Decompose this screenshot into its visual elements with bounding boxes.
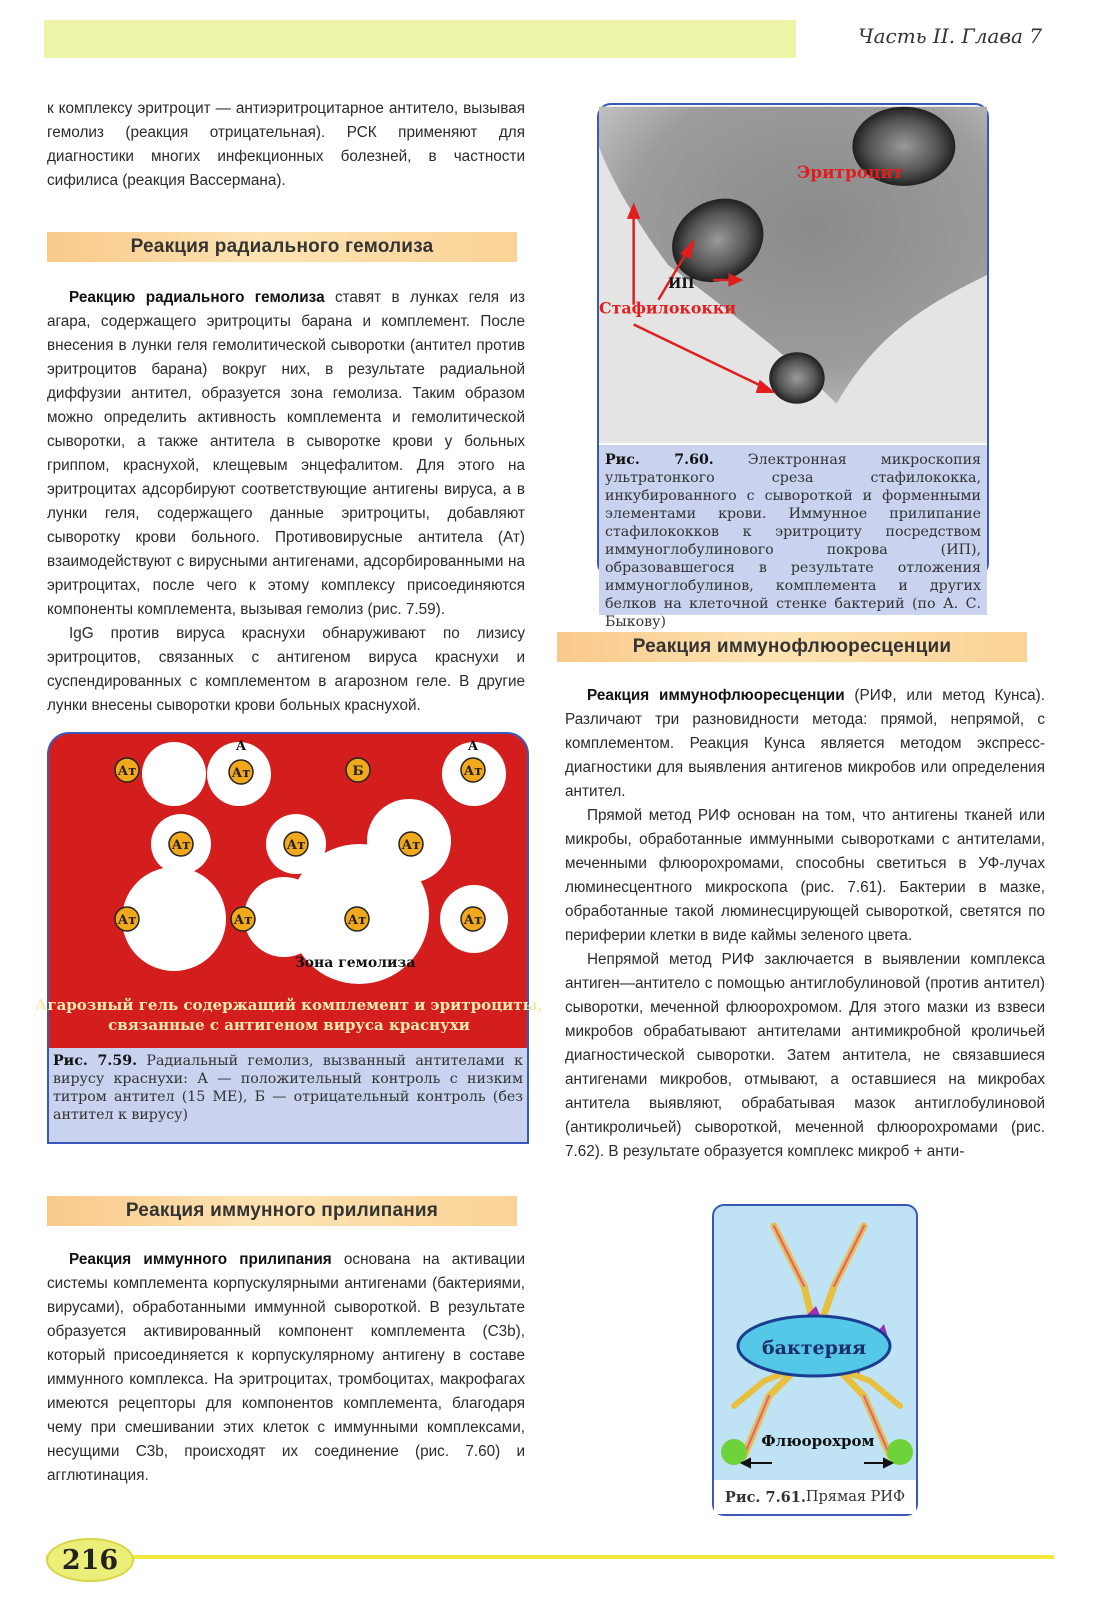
label-bacteria: бактерия bbox=[762, 1337, 866, 1359]
control-well-b bbox=[346, 758, 370, 782]
hemolysis-zone-label: Зона гемолиза bbox=[294, 955, 416, 971]
svg-text:Ат: Ат bbox=[286, 838, 306, 853]
footer-line bbox=[46, 1555, 1054, 1559]
direct-rif-diagram bbox=[714, 1206, 920, 1484]
label-staphylococci: Стафилококки bbox=[599, 298, 736, 318]
section-heading-radial-hemolysis: Реакция радиального гемолиза bbox=[47, 232, 517, 262]
svg-text:Ат: Ат bbox=[171, 838, 191, 853]
antibody-well-a bbox=[229, 760, 253, 784]
em-micrograph bbox=[599, 105, 987, 445]
svg-text:Ат: Ат bbox=[463, 764, 483, 779]
section1-term: Реакцию радиального гемолиза bbox=[69, 289, 325, 306]
page-number: 216 bbox=[46, 1538, 134, 1582]
intro-text: к комплексу эритроцит — антиэритроцитарное антитело, вызывая гемолиз (реакция отрицательная). РСК применяют для диагностики многих инфекционных болезней, в частности сифилиса (реакция Вассермана). bbox=[47, 100, 525, 189]
antibody-well bbox=[115, 758, 139, 782]
fig761-caption-number: Рис. 7.61. bbox=[724, 1488, 806, 1506]
fig760-caption-text: Электронная микроскопия ультратонкого среза стафилококка, инкубированного с сывороткой и форменными элементами крови. Иммунное прилипание стафилококков к эритроциту посредством иммуноглобулинового покрова (ИП), образовавшегося в результате отложения иммуноглобулинов, комплемента и других белков на клеточной стенке бактерий (по А. С. Быкову) bbox=[605, 452, 981, 630]
section2-paragraph-3: Непрямой метод РИФ заключается в выявлении комплекса антиген—антитело с помощью антиглобулиновой (против антител) сыворотки, меченной флюорохромом. Для этого мазки из взвеси микробов обрабатывают антителами антимикробной кроличьей диагностической сыворотки. Затем антитела, не связавшиеся антигенами микробов, отмывают, а оставшиеся на микробах антитела выявляют, обрабатывая мазок антиглобулиновой (антикроличьей) сывороткой, меченной флюорохромами (рис. 7.62). В результате образуется комплекс микроб + анти- bbox=[565, 951, 1045, 1160]
fig760-caption-number: Рис. 7.60. bbox=[605, 452, 714, 468]
running-header: Часть II. Глава 7 bbox=[858, 24, 1042, 48]
figure-7-60 bbox=[597, 103, 989, 630]
fluorochrome-dot bbox=[887, 1439, 913, 1465]
label-ip: ИП bbox=[668, 275, 695, 292]
gel-description-line-2: связанные с антигеном вируса краснухи bbox=[108, 1016, 470, 1034]
section2-body bbox=[565, 684, 1045, 1164]
section1-paragraph-1 bbox=[47, 286, 525, 622]
fig761-caption-text: Прямая РИФ bbox=[805, 1489, 906, 1505]
figure-7-61-caption bbox=[714, 1480, 916, 1514]
svg-text:Ат: Ат bbox=[347, 913, 367, 928]
section2-paragraph-2: Прямой метод РИФ основан на том, что антигены тканей или микробы, обработанные иммунными сыворотками с антителами, меченными флюорохромами, способны светиться в УФ-лучах люминесцентного микроскопа (рис. 7.61). Бактерии в мазке, обработанные такой люминесцирующей сывороткой, светятся по периферии клетки в виде каймы зеленого цвета. bbox=[565, 807, 1045, 944]
antibody-well bbox=[169, 832, 193, 856]
svg-text:Ат: Ат bbox=[233, 913, 253, 928]
section2-term: Реакция иммунофлюоресценции bbox=[587, 687, 845, 704]
antibody-well bbox=[461, 907, 485, 931]
svg-text:Б: Б bbox=[352, 764, 364, 779]
antibody-well bbox=[284, 832, 308, 856]
fig759-caption-text: Радиальный гемолиз, вызванный антителами к вирусу краснухи: А — положительный контроль с низким титром антител (15 МЕ), Б — отрицательный контроль (без антител к вирусу) bbox=[53, 1053, 524, 1123]
label-a: А bbox=[467, 739, 479, 754]
figure-7-60-caption bbox=[599, 445, 987, 630]
section2-p1-text: (РИФ, или метод Кунса). Различают три разновидности метода: прямой, непрямой, с комплементом. Реакция Кунса является методом экспресс-диагностики для выявления антигенов микробов или определения антител. bbox=[565, 687, 1045, 800]
header-band bbox=[44, 20, 796, 58]
section-heading-immune-adherence: Реакция иммунного прилипания bbox=[47, 1196, 517, 1226]
label-fluorochrome: Флюорохром bbox=[761, 1432, 875, 1450]
section1-body bbox=[47, 286, 525, 718]
antibody-well bbox=[345, 907, 369, 931]
section1-paragraph-2: IgG против вируса краснухи обнаруживают по лизису эритроцитов, связанных с антигеном вируса краснухи и суспендированных с комплементом в агарозном геле. В другие лунки внесены сыворотки крови больных краснухой. bbox=[47, 625, 525, 714]
well bbox=[142, 742, 206, 806]
label-erythrocyte: Эритроцит bbox=[796, 162, 904, 182]
svg-text:Ат: Ат bbox=[117, 764, 137, 779]
label-a: А bbox=[235, 739, 247, 754]
svg-text:Ат: Ат bbox=[231, 766, 251, 781]
figure-7-61 bbox=[712, 1204, 918, 1516]
intro-paragraph bbox=[47, 97, 525, 193]
antibody-well bbox=[115, 907, 139, 931]
fluorochrome-dot bbox=[721, 1439, 747, 1465]
antibody-well bbox=[231, 907, 255, 931]
section3-term: Реакция иммунного прилипания bbox=[69, 1251, 332, 1268]
section1-p1-text: ставят в лунках геля из агара, содержащего эритроциты барана и комплемент. После внесения в лунки геля гемолитической сыворотки (антител против эритроцитов барана) вокруг них, в результате радиальной диффузии антител, образуется зона гемолиза. Таким образом можно определить активность комплемента и гемолитической сыворотки, а также антитела в сыворотке крови у больных гриппом, краснухой, клещевым энцефалитом. Для этого на эритроцитах адсорбируют соответствующие антигены вируса, а в лунки геля, содержащего данные эритроциты, добавляют сыворотку крови больного. Противовирусные антитела (Ат) взаимодействуют с вирусными антигенами, адсорбированными на эритроцитах, после чего к этому комплексу присоединяются компоненты комплемента, вызывая гемолиз (рис. 7.59). bbox=[47, 289, 525, 618]
section-heading-immunofluorescence: Реакция иммунофлюоресценции bbox=[557, 632, 1027, 662]
section3-paragraph-1 bbox=[47, 1248, 525, 1488]
section3-p1-text: основана на активации системы комплемента корпускулярными антигенами (бактериями, вирусами), обработанными иммунной сывороткой. В результате образуется активированный компонент комплемента (С3b), который присоединяется к корпускулярному антигену в составе иммунного комплекса. На эритроцитах, тромбоцитах, макрофагах имеются рецепторы для компонентов комплемента, благодаря чему при смешивании этих клеток с иммунными комплексами, несущими С3b, происходят их соединение (рис. 7.60) и агглютинация. bbox=[47, 1251, 526, 1484]
gel-diagram bbox=[35, 734, 543, 1050]
fig759-caption-number: Рис. 7.59. bbox=[53, 1053, 138, 1069]
svg-text:Ат: Ат bbox=[117, 913, 137, 928]
svg-text:Ат: Ат bbox=[463, 913, 483, 928]
figure-7-59-caption bbox=[47, 1048, 529, 1144]
antibody-well bbox=[399, 832, 423, 856]
figure-7-59-gel bbox=[35, 732, 543, 1048]
section2-paragraph-1 bbox=[565, 684, 1045, 804]
antibody-well-a2 bbox=[461, 758, 485, 782]
svg-text:Ат: Ат bbox=[401, 838, 421, 853]
gel-description-line-1: Агарозный гель содержащий комплемент и эритроциты, bbox=[35, 996, 543, 1014]
section3-body bbox=[47, 1248, 525, 1488]
